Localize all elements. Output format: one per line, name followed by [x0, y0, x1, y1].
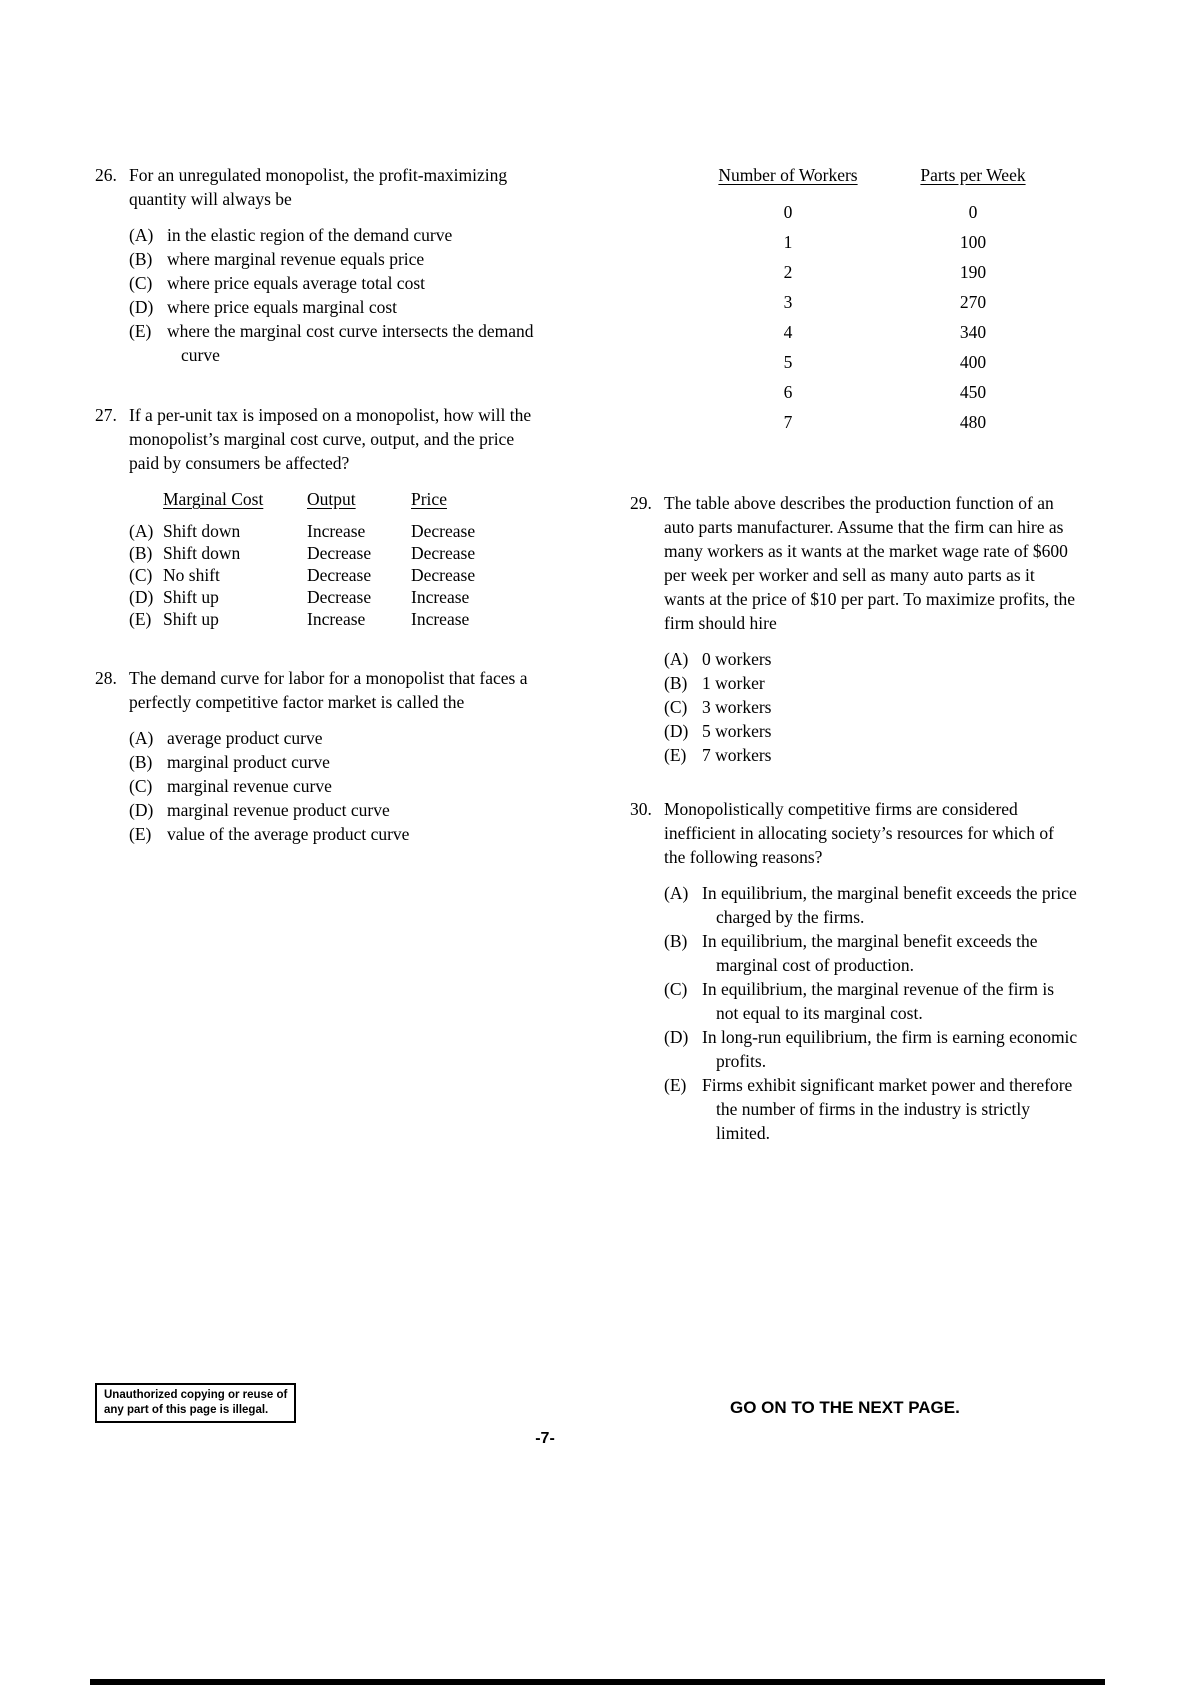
question-26-number: 26. — [95, 165, 117, 185]
choice-28-a — [129, 726, 543, 750]
choice-30-c — [664, 977, 1078, 1025]
question-30 — [630, 797, 1078, 1145]
choice-label: (C) — [664, 979, 688, 999]
choice-label: (B) — [664, 673, 688, 693]
q27-cell-output: Decrease — [307, 565, 372, 585]
choice-28-d — [129, 798, 543, 822]
workers-value: 7 — [783, 412, 793, 432]
copyright-notice-box — [95, 1383, 296, 1423]
question-30-head — [630, 797, 1078, 869]
choice-text: In equilibrium, the marginal benefit exceeds the price charged by the firms. — [702, 883, 1077, 927]
parts-value: 0 — [968, 202, 978, 222]
bottom-edge-bar — [90, 1679, 1105, 1685]
choice-text: where the marginal cost curve intersects the demand curve — [167, 321, 534, 365]
question-29-head — [630, 491, 1078, 635]
choice-29-e — [664, 743, 1078, 767]
q27-cell-marginal-cost: Shift down — [163, 543, 241, 563]
choice-label: (E) — [129, 321, 152, 341]
choice-text: In equilibrium, the marginal revenue of the firm is not equal to its marginal cost. — [702, 979, 1055, 1023]
q27-table-header-row — [129, 488, 543, 510]
question-27 — [95, 403, 543, 630]
q27-cell-price: Increase — [411, 587, 470, 607]
question-28-choices — [129, 726, 543, 846]
question-29-stem: The table above describes the production function of an auto parts manufacturer. Assume that the firm can hire as many workers as it wants at the market wage rate of $600 per week per worker and sell as many auto parts as it wants at the price of $10 per part. To maximize profits, the firm should hire — [664, 493, 1076, 633]
q27-cell-marginal-cost: Shift down — [163, 521, 241, 541]
parts-value: 190 — [959, 262, 987, 282]
choice-label: (B) — [129, 249, 153, 269]
header-number-of-workers: Number of Workers — [718, 165, 858, 185]
choice-28-e — [129, 822, 543, 846]
choice-30-e — [664, 1073, 1078, 1145]
question-27-number: 27. — [95, 405, 117, 425]
question-30-choices — [664, 881, 1078, 1145]
question-27-head — [95, 403, 543, 475]
choice-text: where price equals average total cost — [167, 273, 425, 293]
parts-value: 480 — [959, 412, 987, 432]
question-29-choices — [664, 647, 1078, 767]
question-30-stem: Monopolistically competitive firms are considered inefficient in allocating society’s resources for which of the following reasons? — [664, 799, 1054, 867]
choice-text: where price equals marginal cost — [167, 297, 398, 317]
choice-text: In long-run equilibrium, the firm is earning economic profits. — [702, 1027, 1078, 1071]
question-26 — [95, 163, 543, 367]
q27-cell-price: Decrease — [411, 543, 476, 563]
choice-label: (B) — [129, 543, 153, 563]
choice-29-c — [664, 695, 1078, 719]
choice-text: marginal product curve — [167, 752, 330, 772]
left-column — [95, 163, 543, 846]
table-row — [678, 347, 1078, 377]
choice-26-c — [129, 271, 543, 295]
q27-header-spacer — [129, 488, 163, 510]
choice-label: (A) — [129, 521, 154, 541]
go-on-instruction: GO ON TO THE NEXT PAGE. — [730, 1398, 960, 1417]
right-column — [630, 163, 1078, 1145]
choice-text: average product curve — [167, 728, 323, 748]
choice-text: 5 workers — [702, 721, 772, 741]
q27-cell-price: Increase — [411, 609, 470, 629]
choice-text: In equilibrium, the marginal benefit exceeds the marginal cost of production. — [702, 931, 1038, 975]
question-26-choices — [129, 223, 543, 367]
choice-text: 7 workers — [702, 745, 772, 765]
choice-label: (D) — [664, 721, 689, 741]
question-28-stem: The demand curve for labor for a monopolist that faces a perfectly competitive factor market is called the — [129, 668, 528, 712]
choice-29-b — [664, 671, 1078, 695]
choice-text: marginal revenue curve — [167, 776, 332, 796]
choice-label: (A) — [129, 225, 154, 245]
choice-text: where marginal revenue equals price — [167, 249, 425, 269]
workers-value: 3 — [783, 292, 793, 312]
copyright-notice-line1: Unauthorized copying or reuse of — [104, 1389, 288, 1401]
q27-header-marginal-cost-text: Marginal Cost — [163, 489, 264, 509]
choice-label: (A) — [664, 883, 689, 903]
q27-cell-marginal-cost: Shift up — [163, 609, 219, 629]
choice-label: (E) — [664, 745, 687, 765]
choice-26-b — [129, 247, 543, 271]
production-table-header-workers — [678, 163, 898, 187]
production-table-header-parts — [898, 163, 1048, 187]
q27-row-a — [129, 520, 543, 542]
choice-label: (C) — [664, 697, 688, 717]
choice-text: marginal revenue product curve — [167, 800, 390, 820]
q27-header-output-text: Output — [307, 489, 356, 509]
copyright-notice-line2: any part of this page is illegal. — [104, 1403, 269, 1416]
question-26-head — [95, 163, 543, 211]
parts-value: 450 — [959, 382, 987, 402]
choice-29-d — [664, 719, 1078, 743]
choice-text: in the elastic region of the demand curve — [167, 225, 453, 245]
question-28-head — [95, 666, 543, 714]
parts-value: 100 — [959, 232, 987, 252]
question-29-number: 29. — [630, 493, 652, 513]
q27-row-d — [129, 586, 543, 608]
choice-label: (E) — [129, 824, 152, 844]
question-30-number: 30. — [630, 799, 652, 819]
q27-cell-marginal-cost: Shift up — [163, 587, 219, 607]
choice-text: value of the average product curve — [167, 824, 410, 844]
choice-label: (D) — [129, 297, 154, 317]
table-row — [678, 227, 1078, 257]
parts-value: 400 — [959, 352, 987, 372]
q27-cell-output: Increase — [307, 609, 366, 629]
workers-value: 5 — [783, 352, 793, 372]
choice-30-d — [664, 1025, 1078, 1073]
q27-row-c — [129, 564, 543, 586]
choice-label: (E) — [129, 609, 152, 629]
q27-cell-price: Decrease — [411, 521, 476, 541]
choice-label: (D) — [664, 1027, 689, 1047]
choice-label: (C) — [129, 776, 153, 796]
choice-29-a — [664, 647, 1078, 671]
choice-30-b — [664, 929, 1078, 977]
choice-label: (C) — [129, 565, 153, 585]
question-27-answer-table — [129, 488, 543, 630]
q27-row-e — [129, 608, 543, 630]
page-number: -7- — [535, 1430, 555, 1447]
question-27-stem: If a per-unit tax is imposed on a monopolist, how will the monopolist’s marginal cost curve, output, and the price paid by consumers be affected? — [129, 405, 532, 473]
q27-row-b — [129, 542, 543, 564]
choice-label: (C) — [129, 273, 153, 293]
q27-cell-price: Decrease — [411, 565, 476, 585]
q27-header-price — [411, 488, 501, 510]
choice-label: (B) — [664, 931, 688, 951]
choice-label: (E) — [664, 1075, 687, 1095]
choice-label: (A) — [664, 649, 689, 669]
choice-label: (D) — [129, 587, 154, 607]
production-table — [678, 163, 1078, 437]
choice-28-c — [129, 774, 543, 798]
parts-value: 340 — [959, 322, 987, 342]
choice-text: Firms exhibit significant market power and therefore the number of firms in the industry is strictly limited. — [702, 1075, 1073, 1143]
table-row — [678, 407, 1078, 437]
choice-text: 0 workers — [702, 649, 772, 669]
choice-label: (B) — [129, 752, 153, 772]
choice-28-b — [129, 750, 543, 774]
question-26-stem: For an unregulated monopolist, the profit-maximizing quantity will always be — [129, 165, 508, 209]
parts-value: 270 — [959, 292, 987, 312]
q27-header-output — [307, 488, 411, 510]
workers-value: 4 — [783, 322, 793, 342]
production-table-header — [678, 163, 1078, 187]
q27-header-price-text: Price — [411, 489, 447, 509]
q27-cell-marginal-cost: No shift — [163, 565, 220, 585]
q27-header-marginal-cost — [163, 488, 307, 510]
choice-text: 3 workers — [702, 697, 772, 717]
choice-label: (D) — [129, 800, 154, 820]
choice-26-a — [129, 223, 543, 247]
choice-30-a — [664, 881, 1078, 929]
question-29 — [630, 491, 1078, 767]
q27-cell-output: Increase — [307, 521, 366, 541]
workers-value: 2 — [783, 262, 793, 282]
question-28-number: 28. — [95, 668, 117, 688]
q27-cell-output: Decrease — [307, 587, 372, 607]
choice-26-d — [129, 295, 543, 319]
header-parts-per-week: Parts per Week — [920, 165, 1026, 185]
table-row — [678, 257, 1078, 287]
table-row — [678, 197, 1078, 227]
workers-value: 0 — [783, 202, 793, 222]
table-row — [678, 377, 1078, 407]
choice-26-e — [129, 319, 543, 367]
workers-value: 1 — [783, 232, 793, 252]
question-28 — [95, 666, 543, 846]
table-row — [678, 317, 1078, 347]
workers-value: 6 — [783, 382, 793, 402]
choice-text: 1 worker — [702, 673, 765, 693]
choice-label: (A) — [129, 728, 154, 748]
q27-cell-output: Decrease — [307, 543, 372, 563]
table-row — [678, 287, 1078, 317]
